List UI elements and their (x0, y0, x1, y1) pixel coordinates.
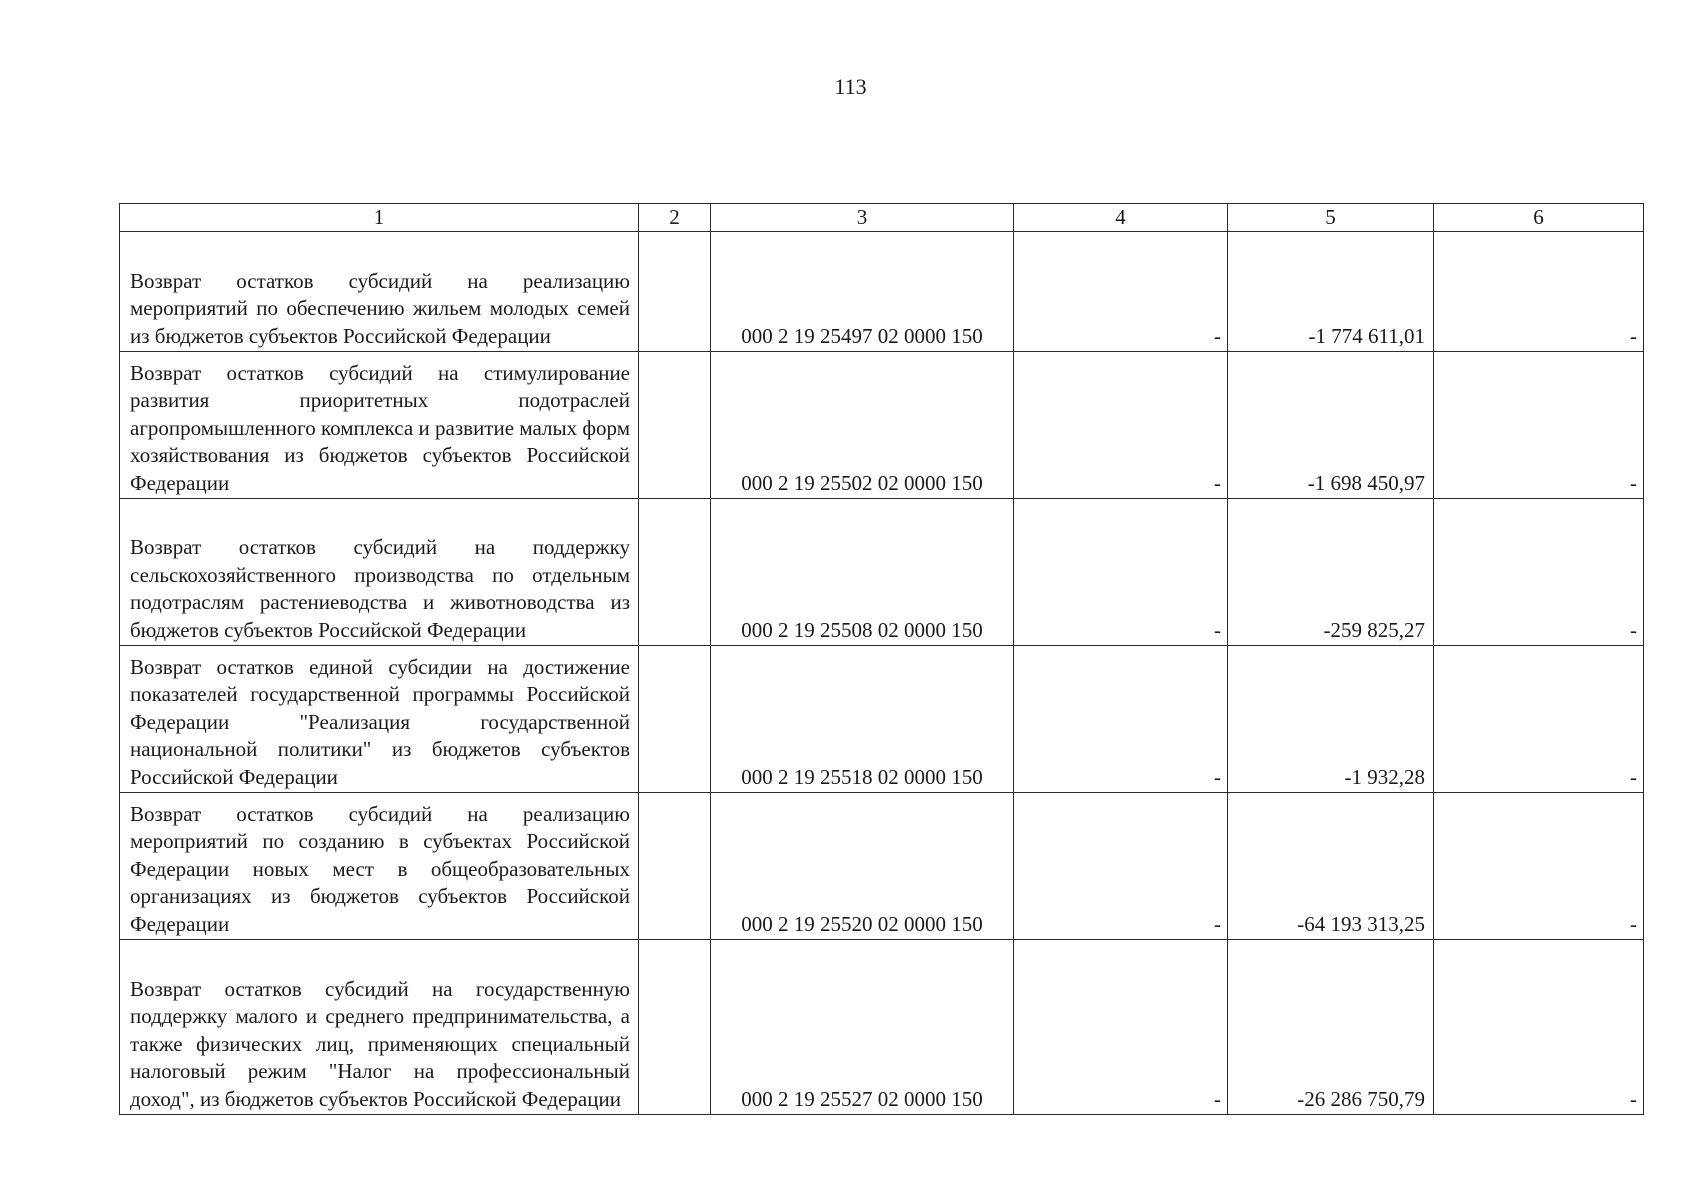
row-amount: -26 286 750,79 (1228, 940, 1434, 1115)
row-code: 000 2 19 25502 02 0000 150 (711, 352, 1014, 499)
row-description: Возврат остатков субсидий на поддержку сельскохозяйственного производства по отдельным подотраслям растениеводства и животноводства из бюджетов субъектов Российской Федерации (120, 499, 639, 646)
row-amount: -1 774 611,01 (1228, 232, 1434, 352)
row-col4: - (1014, 793, 1228, 940)
row-amount: -1 698 450,97 (1228, 352, 1434, 499)
row-code: 000 2 19 25518 02 0000 150 (711, 646, 1014, 793)
table-row (120, 940, 1644, 1115)
row-col4: - (1014, 499, 1228, 646)
row-col6: - (1434, 232, 1644, 352)
row-col2 (639, 232, 711, 352)
table-row (120, 793, 1644, 940)
row-col2 (639, 646, 711, 793)
page-number: 113 (834, 74, 867, 99)
row-col2 (639, 499, 711, 646)
row-code: 000 2 19 25520 02 0000 150 (711, 793, 1014, 940)
row-code: 000 2 19 25497 02 0000 150 (711, 232, 1014, 352)
row-amount: -1 932,28 (1228, 646, 1434, 793)
row-col4: - (1014, 940, 1228, 1115)
row-amount: -259 825,27 (1228, 499, 1434, 646)
header-row (120, 204, 1644, 232)
row-col2 (639, 793, 711, 940)
row-col2 (639, 940, 711, 1115)
row-col6: - (1434, 940, 1644, 1115)
row-code: 000 2 19 25527 02 0000 150 (711, 940, 1014, 1115)
row-description: Возврат остатков единой субсидии на достижение показателей государственной программы Российской Федерации "Реализация государственной национальной политики" из бюджетов субъектов Российской Федерации (120, 646, 639, 793)
row-col4: - (1014, 646, 1228, 793)
row-col6: - (1434, 499, 1644, 646)
column-header-1: 1 (120, 204, 639, 232)
row-col6: - (1434, 646, 1644, 793)
column-header-4: 4 (1014, 204, 1228, 232)
table-row (120, 646, 1644, 793)
row-description: Возврат остатков субсидий на государственную поддержку малого и среднего предпринимательства, а также физических лиц, применяющих специальный налоговый режим "Налог на профессиональный доход", из бюджетов субъектов Российской Федерации (120, 940, 639, 1115)
row-description: Возврат остатков субсидий на стимулирование развития приоритетных подотраслей агропромышленного комплекса и развитие малых форм хозяйствования из бюджетов субъектов Российской Федерации (120, 352, 639, 499)
budget-table (119, 203, 1644, 1115)
row-col4: - (1014, 352, 1228, 499)
table-row (120, 232, 1644, 352)
column-header-2: 2 (639, 204, 711, 232)
row-col6: - (1434, 352, 1644, 499)
row-description: Возврат остатков субсидий на реализацию мероприятий по созданию в субъектах Российской Федерации новых мест в общеобразовательных организациях из бюджетов субъектов Российской Федерации (120, 793, 639, 940)
row-amount: -64 193 313,25 (1228, 793, 1434, 940)
table-row (120, 352, 1644, 499)
row-description: Возврат остатков субсидий на реализацию мероприятий по обеспечению жильем молодых семей из бюджетов субъектов Российской Федерации (120, 232, 639, 352)
column-header-3: 3 (711, 204, 1014, 232)
column-header-6: 6 (1434, 204, 1644, 232)
row-code: 000 2 19 25508 02 0000 150 (711, 499, 1014, 646)
row-col4: - (1014, 232, 1228, 352)
table-row (120, 499, 1644, 646)
row-col6: - (1434, 793, 1644, 940)
column-header-5: 5 (1228, 204, 1434, 232)
row-col2 (639, 352, 711, 499)
